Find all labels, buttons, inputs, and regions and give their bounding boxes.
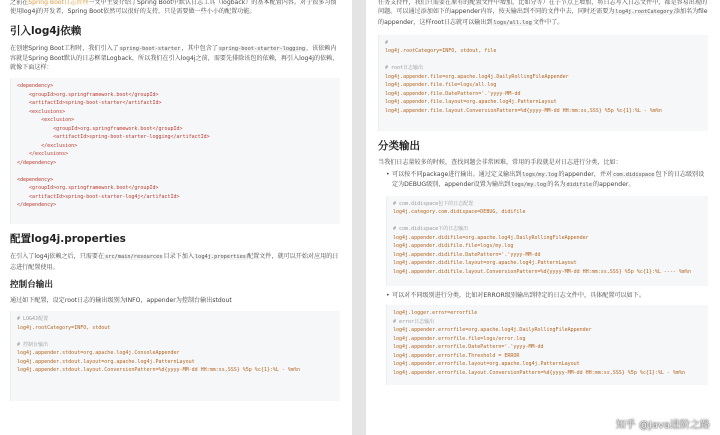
code-line: </dependency>: [17, 159, 57, 166]
code-line: log4j.appender.didifile.file=logs/my.log: [393, 243, 514, 250]
classify-list: [378, 170, 708, 191]
code-line: log4j.appender.file.DatePattern='.'yyyy-MM-dd: [385, 90, 521, 97]
heading-import-log4j: 引入log4j依赖: [10, 24, 82, 37]
code-line: [17, 332, 334, 341]
intro-paragraph: 之前在Spring Boot日志管理一文中主要介绍了Spring Boot中默认日志工具（logback）的基本配置内容。对于很多习惯使用log4j的开发者，Spring Boot依然可以很好的支持，只是需要做一些小小的配置功能。: [10, 0, 337, 16]
code-line: log4j.appender.file.file=logs/all.log: [385, 82, 497, 89]
list-item-level-output: • 可以对不同级别进行分类，比如对ERROR级别输出到特定的日志文件中，具体配置可以如下。: [386, 291, 708, 300]
import-paragraph: 在创建Spring Boot工程时，我们引入了spring-boot-starter，其中包含了spring-boot-starter-logging，该依赖内容就是Spring Boot默认的日志框架Logback，所以我们在引入log4j之前，需要先排除该包的依赖，再引入log4j的依赖，就像下面这样：: [10, 44, 339, 72]
code-line: <artifactId>spring-boot-starter-logging</artifactId>: [17, 134, 210, 141]
code-line: log4j.rootCategory=INFO, stdout, file: [385, 48, 497, 55]
heading-classified-output: 分类输出: [378, 139, 420, 152]
heading-console-output: 控制台输出: [10, 280, 53, 291]
code-line: <groupId>org.springframework.boot</groupId>: [17, 91, 159, 98]
code-line: log4j.appender.didifile.layout.ConversionPattern=%d{yyyy-MM-dd HH:mm:ss,SSS} %5p %c{1}:%L ---- %m%n: [393, 268, 692, 275]
package-appender-code-block: [386, 196, 708, 286]
code-line: log4j.appender.errorfile.file=logs/error.log: [393, 335, 526, 342]
dependency-code-block: [10, 78, 340, 224]
config-paragraph: 在引入了log4j依赖之后，只需要在src/main/resources目录下加入log4j.properties配置文件，就可以开始对应用的日志进行配置使用。: [10, 253, 339, 271]
code-line: </exclusions>: [17, 151, 69, 158]
code-line: # root日志输出: [385, 65, 424, 72]
right-document-page: [366, 0, 720, 435]
code-line: # com.didispace下的日志输出: [393, 226, 469, 233]
code-line: log4j.logger.error=errorfile: [393, 310, 478, 317]
console-config-code-block: [10, 311, 340, 401]
code-line: <exclusions>: [17, 108, 66, 115]
code-line: <groupId>org.springframework.boot</groupId>: [17, 125, 183, 132]
classify-list-2: [378, 291, 708, 300]
code-line: log4j.appender.file.layout.ConversionPattern=%d{yyyy-MM-dd HH:mm:ss,SSS} %5p %c{1}:%L - %m%n: [385, 107, 662, 114]
code-line: log4j.appender.didifile=org.apache.log4j.DailyRollingFileAppender: [393, 234, 589, 241]
heading-config-properties: 配置log4j.properties: [10, 233, 126, 246]
code-line: <groupId>org.springframework.boot</groupId>: [17, 185, 159, 192]
code-line: # com.didispace包下的日志配置: [393, 200, 474, 207]
file-appender-code-block: [378, 35, 708, 131]
code-line: [17, 167, 334, 176]
code-line: </exclusion>: [17, 142, 78, 149]
code-line: <dependency>: [17, 176, 54, 183]
list-item-package-output: • 可以按不同package进行输出。通过定义输出到logs/my.log的appender，并对com.didispace包下的日志级别设定为DEBUG级别，appender设置为输出到logs/my.log的名为didifile的appender。: [386, 170, 708, 191]
code-line: log4j.appender.stdout.layout.ConversionPattern=%d{yyyy-MM-dd HH:mm:ss,SSS} %5p %c{1}:%L - %m%n: [17, 367, 300, 374]
code-line: <artifactId>spring-boot-starter-log4j</artifactId>: [17, 193, 180, 200]
code-line: </dependency>: [17, 202, 57, 209]
code-line: # LOG4J配置: [17, 316, 49, 323]
code-line: log4j.appender.errorfile.layout.ConversionPattern=%d{yyyy-MM-dd HH:mm:ss,SSS} %5p %c{1}:%L - %m%n: [393, 369, 685, 376]
code-line: log4j.category.com.didispace=DEBUG, didifile: [393, 209, 526, 216]
watermark: 知乎 @Java进阶之路: [615, 420, 710, 431]
left-document-page: [0, 0, 352, 435]
file-output-paragraph: 任务支持件，我们只需要在原有的配置文件中增加，比如分等）在子节点上增加，将日志写入日志文件中，都是容易出现的问题。可以通过添加如下的appender内容，按天输出到不同的文件中去，同时还需要为log4j.rootCategory添加名为file的appender，这样root日志就可以输出到logs/all.log文件中了。: [378, 0, 708, 26]
code-line: log4j.appender.errorfile.layout=org.apache.log4j.PatternLayout: [393, 361, 580, 368]
code-line: <artifactId>spring-boot-starter</artifactId>: [17, 100, 162, 107]
code-line: log4j.appender.errorfile=org.apache.log4j.DailyRollingFileAppender: [393, 327, 592, 334]
classify-paragraph: 当我们日志量较多的时候，查找问题会非常困难，常用的手段就是对日志进行分类，比如：: [378, 158, 622, 166]
error-appender-code-block: [386, 305, 708, 385]
code-line: [393, 217, 702, 226]
code-line: <exclusion>: [17, 117, 75, 124]
code-line: log4j.appender.errorfile.DatePattern='.'yyyy-MM-dd: [393, 344, 544, 351]
code-line: # 控制台输出: [17, 341, 49, 348]
code-line: log4j.appender.stdout=org.apache.log4j.ConsoleAppender: [17, 350, 180, 357]
code-line: <dependency>: [17, 83, 54, 90]
page-gutter: [352, 0, 366, 435]
code-line: log4j.rootCategory=INFO, stdout: [17, 324, 111, 331]
spring-boot-logging-link[interactable]: Spring Boot日志管理: [28, 0, 89, 6]
code-line: log4j.appender.didifile.DatePattern='.'yyyy-MM-dd: [393, 251, 541, 258]
code-line: [385, 56, 702, 65]
code-line: log4j.appender.errorfile.Threshold = ERROR: [393, 352, 520, 359]
code-line: log4j.appender.file=org.apache.log4j.DailyRollingFileAppender: [385, 73, 569, 80]
code-line: log4j.appender.didifile.layout=org.apache.log4j.PatternLayout: [393, 260, 577, 267]
console-paragraph: 通过如下配置，设定root日志的输出级别为INFO，appender为控制台输出stdout: [10, 297, 232, 305]
code-line: log4j.appender.stdout.layout=org.apache.log4j.PatternLayout: [17, 358, 195, 365]
code-line: # error日志输出: [393, 318, 435, 325]
code-line: #: [385, 39, 389, 46]
code-line: log4j.appender.file.layout=org.apache.log4j.PatternLayout: [385, 99, 557, 106]
